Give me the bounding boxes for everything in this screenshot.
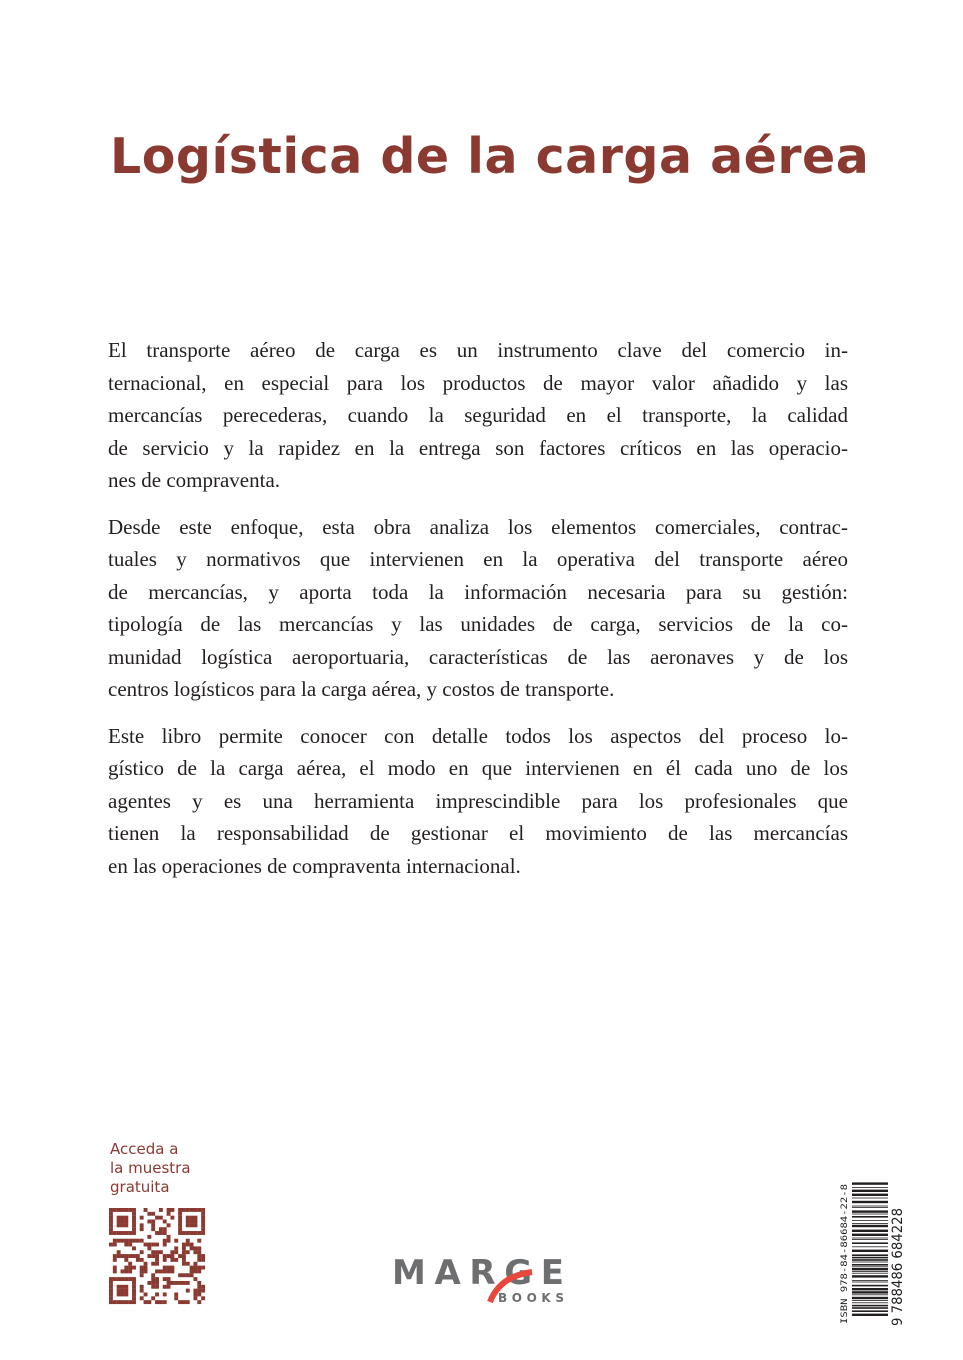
text-line: nes de compraventa. [108, 468, 281, 492]
promo-line: la muestra [110, 1159, 191, 1177]
barcode-bar [852, 1225, 888, 1227]
promo-line: Acceda a [110, 1140, 179, 1158]
text-line: gístico de la carga aérea, el modo en que intervienen en él cada uno de los [108, 756, 848, 780]
paragraph [108, 720, 848, 883]
isbn-barcode [838, 1178, 904, 1328]
barcode-bar [852, 1297, 888, 1299]
barcode-bar [852, 1288, 888, 1290]
paragraph [108, 334, 848, 497]
qr-code-icon[interactable] [109, 1208, 205, 1304]
barcode-digits: 9 788486 684228 [890, 1201, 906, 1326]
promo-line: gratuita [110, 1178, 170, 1196]
barcode-bar [852, 1291, 888, 1293]
text-line: mercancías perecederas, cuando la seguridad en el transporte, la calidad [108, 403, 848, 427]
barcode-bar [852, 1238, 888, 1239]
text-line: tipología de las mercancías y las unidades de carga, servicios de la co- [108, 612, 848, 636]
barcode-bar [852, 1314, 888, 1316]
barcode-bar [852, 1242, 888, 1244]
barcode-bar [852, 1302, 888, 1303]
text-line: Este libro permite conocer con detalle todos los aspectos del proceso lo- [108, 723, 848, 748]
barcode-bar [852, 1201, 888, 1203]
barcode-bar [852, 1216, 888, 1218]
text-line: munidad logística aeroportuaria, características de las aeronaves y de los [108, 644, 848, 669]
paragraph [108, 511, 848, 706]
barcode-bar [852, 1271, 888, 1272]
barcode-bar [852, 1266, 888, 1267]
barcode-bar [852, 1210, 888, 1212]
barcode-bar [852, 1207, 888, 1208]
text-line: agentes y es una herramienta imprescindible para los profesionales que [108, 788, 848, 813]
synopsis [108, 334, 848, 896]
barcode-bar [852, 1234, 888, 1236]
barcode-bar [852, 1257, 888, 1259]
barcode-bar [852, 1259, 888, 1261]
text-line: centros logísticos para la carga aérea, y costos de transporte. [108, 677, 615, 701]
barcode-bar [852, 1182, 888, 1184]
barcode-bar [852, 1262, 888, 1263]
barcode-bar [852, 1187, 888, 1188]
barcode-bar [852, 1246, 888, 1247]
text-line: tuales y normativos que intervienen en la operativa del transporte aéreo [108, 547, 848, 571]
barcode-bar [852, 1198, 888, 1199]
barcode-bar [852, 1194, 888, 1196]
barcode-bar [852, 1273, 888, 1274]
barcode-bar [852, 1300, 888, 1301]
text-line: de servicio y la rapidez en la entrega son factores críticos en las operacio- [108, 435, 848, 460]
isbn-text: ISBN 978-84-86684-22-8 [840, 1204, 850, 1324]
text-line: Desde este enfoque, esta obra analiza los elementos comerciales, contrac- [108, 514, 848, 539]
barcode-bar [852, 1220, 888, 1221]
barcode-bar [852, 1264, 888, 1266]
barcode-bar [852, 1239, 888, 1240]
text-line: ternacional, en especial para los productos de mayor valor añadido y las [108, 370, 848, 395]
barcode-bar [852, 1268, 888, 1270]
book-title: Logística de la carga aérea [110, 128, 870, 185]
barcode-bar [852, 1285, 888, 1287]
barcode-bar [852, 1190, 888, 1192]
publisher-logo [392, 1252, 572, 1308]
barcode-bar [852, 1280, 888, 1281]
barcode-bar [852, 1250, 888, 1252]
text-line: en las operaciones de compraventa internacional. [108, 853, 521, 878]
sample-link[interactable] [110, 1140, 191, 1197]
barcode-bar [852, 1307, 888, 1309]
barcode-bar [852, 1282, 888, 1283]
barcode-bar [852, 1214, 888, 1215]
barcode-bar [852, 1275, 888, 1277]
barcode-bar [852, 1305, 888, 1307]
barcode-bar [852, 1294, 888, 1295]
barcode-bar [852, 1310, 888, 1312]
logo-sub: BOOKS [498, 1291, 564, 1305]
text-line: tienen la responsabilidad de gestionar el movimiento de las mercancías [108, 821, 848, 845]
barcode-bar [852, 1223, 888, 1224]
text-line: El transporte aéreo de carga es un instrumento clave del comercio in- [108, 338, 848, 362]
barcode-bar [852, 1254, 888, 1256]
barcode-bar [852, 1206, 888, 1207]
barcode-bar [852, 1230, 888, 1232]
logo-main: MARGE [392, 1253, 564, 1293]
text-line: de mercancías, y aporta toda la información necesaria para su gestión: [108, 579, 848, 604]
